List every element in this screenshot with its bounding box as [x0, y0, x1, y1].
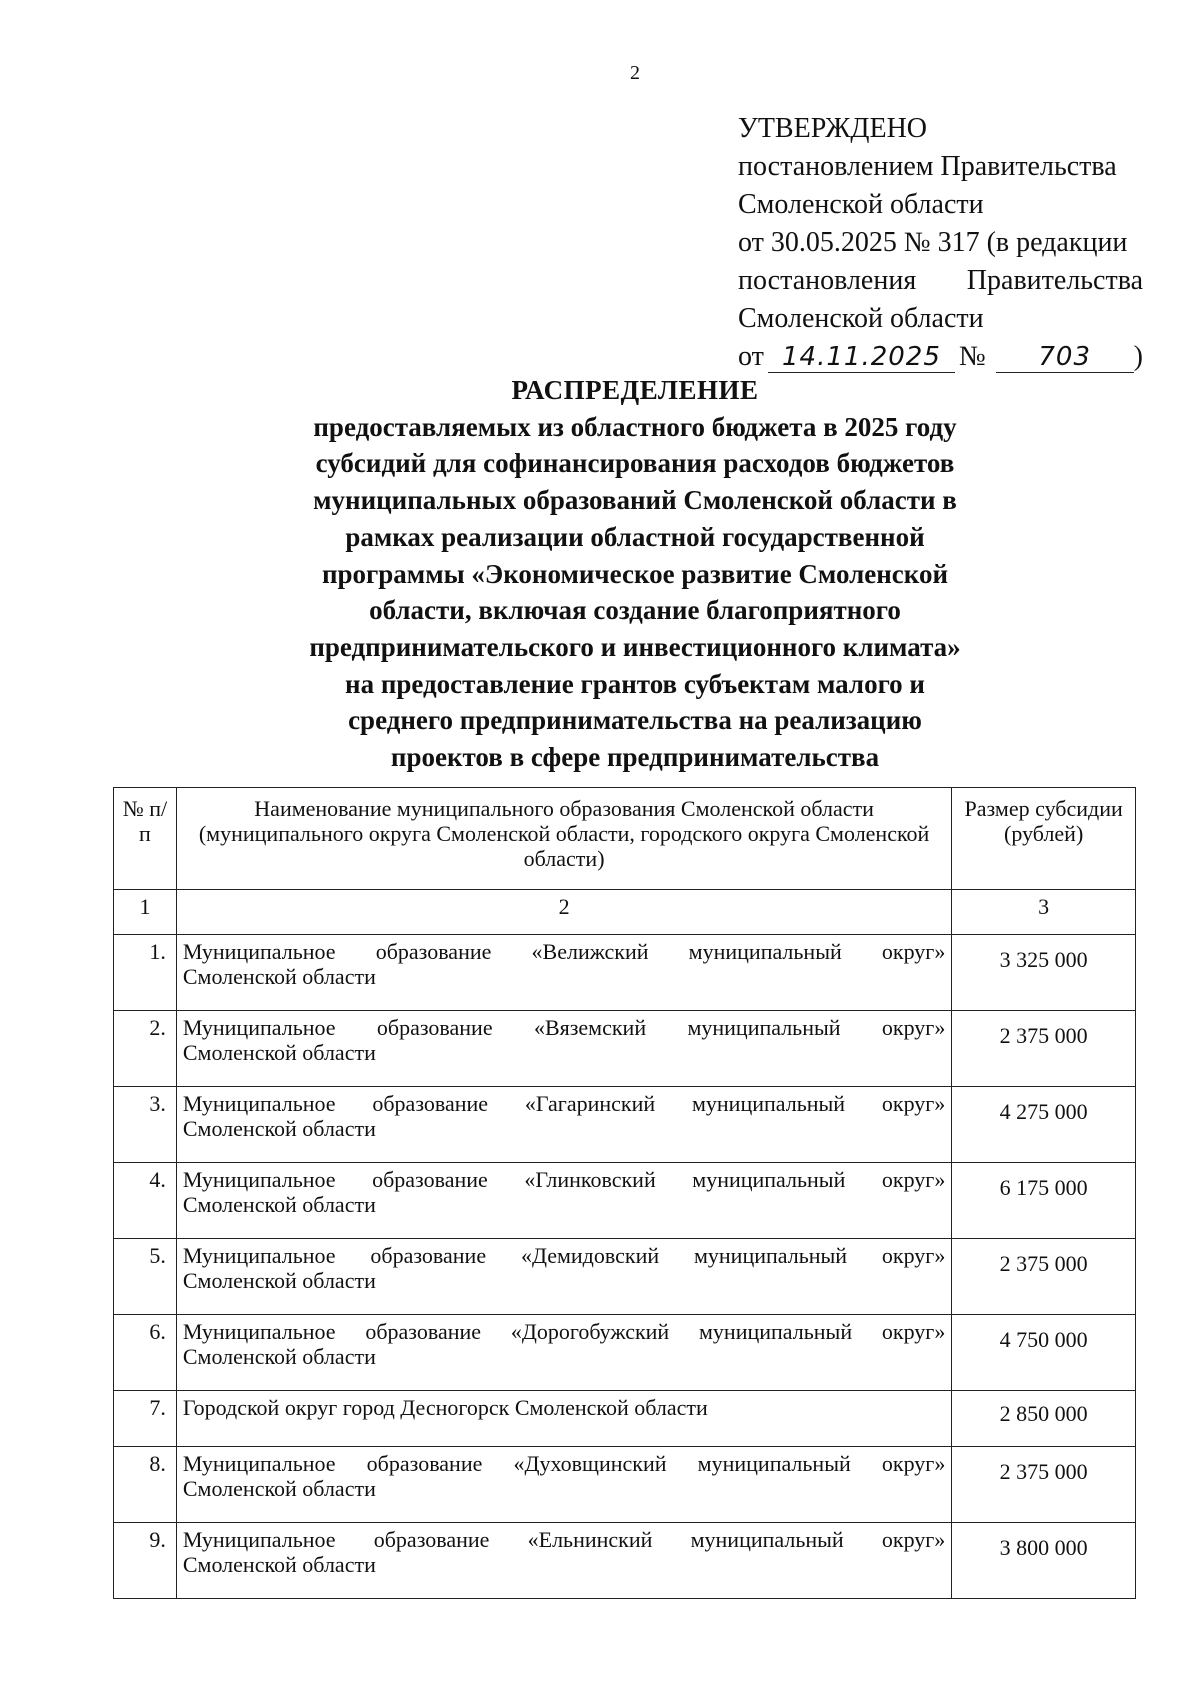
title-line: предпринимательского и инвестиционного климата» [309, 631, 961, 662]
column-index: 3 [952, 890, 1136, 935]
name-word: Муниципальное [182, 1527, 336, 1552]
title-line: на предоставление грантов субъектам малого и [345, 668, 925, 699]
handwritten-number: 703 [996, 342, 1134, 373]
name-word: «Дорогобужский [510, 1319, 670, 1344]
name-word: Муниципальное [182, 1243, 336, 1268]
name-word: образование [372, 1091, 489, 1116]
municipality-name [176, 1087, 951, 1163]
table-row [114, 1011, 1136, 1087]
municipality-name-line-1 [183, 1243, 945, 1268]
municipality-name-line-1 [183, 1167, 945, 1192]
subsidy-amount: 2 850 000 [952, 1391, 1136, 1447]
name-word: «Духовщинский [513, 1451, 667, 1476]
handwritten-date: 14.11.2025 [768, 342, 955, 373]
number-label: № [959, 341, 986, 372]
name-word: округ» [881, 1527, 946, 1552]
municipality-name [176, 1011, 951, 1087]
name-word: образование [375, 939, 492, 964]
municipality-name-line-2: Смоленской области [182, 1192, 376, 1217]
name-word: «Глинковский [524, 1167, 656, 1192]
municipality-name [176, 1315, 951, 1391]
approval-line-4-left: постановления [738, 265, 917, 296]
municipality-name-line-1 [183, 1015, 945, 1040]
name-word: округ» [881, 1243, 946, 1268]
document-title [200, 372, 1070, 776]
row-number: 2. [114, 1011, 177, 1087]
name-word: округ» [881, 1091, 946, 1116]
table-row [114, 935, 1136, 1011]
municipality-name [176, 935, 951, 1011]
municipality-name-line-2: Смоленской области [182, 1476, 376, 1501]
title-line: муниципальных образований Смоленской области в [313, 485, 957, 516]
from-label: от [738, 341, 764, 372]
title-line: субсидий для софинансирования расходов бюджетов [315, 448, 955, 479]
title-line: программы «Экономическое развитие Смоленской [321, 558, 949, 589]
name-word: «Велижский [531, 939, 649, 964]
municipality-name [176, 1447, 951, 1523]
row-number: 1. [114, 935, 177, 1011]
municipality-name [176, 1391, 951, 1447]
name-word: Муниципальное [182, 1451, 336, 1476]
table-row [114, 1523, 1136, 1599]
subsidy-amount: 6 175 000 [952, 1163, 1136, 1239]
name-word: муниципальный [699, 1319, 853, 1344]
name-word: «Ельнинский [527, 1527, 653, 1552]
closing-paren: ) [1133, 341, 1143, 372]
approval-stamp-block [738, 110, 1143, 376]
name-word: округ» [881, 1451, 946, 1476]
column-index: 2 [176, 890, 951, 935]
name-word: муниципальный [690, 1527, 844, 1552]
municipality-name-line-2: Смоленской области [182, 1344, 376, 1369]
title-heading: РАСПРЕДЕЛЕНИЕ [511, 375, 759, 405]
approval-signature-line [738, 338, 1143, 376]
municipality-name-line-2: Смоленской области [182, 1040, 376, 1065]
subsidy-amount: 4 750 000 [952, 1315, 1136, 1391]
table-row [114, 1163, 1136, 1239]
municipality-name [176, 1239, 951, 1315]
name-word: муниципальный [692, 1167, 846, 1192]
subsidy-amount: 2 375 000 [952, 1239, 1136, 1315]
municipality-name-line-1 [183, 1319, 945, 1344]
municipality-name-line-1 [183, 1527, 945, 1552]
name-word: Муниципальное [182, 1091, 336, 1116]
approval-line-3: от 30.05.2025 № 317 (в редакции [738, 227, 1128, 258]
title-line: проектов в сфере предпринимательства [390, 742, 880, 773]
subsidy-table [113, 787, 1136, 1599]
row-number: 5. [114, 1239, 177, 1315]
municipality-name-line-1 [183, 1091, 945, 1116]
name-word: образование [372, 1167, 488, 1192]
title-line: среднего предпринимательства на реализацию [348, 705, 922, 736]
name-word: округ» [881, 1319, 946, 1344]
municipality-name-text: Городской округ город Десногорск Смоленской области [182, 1395, 708, 1420]
table-row [114, 1447, 1136, 1523]
approval-heading: УТВЕРЖДЕНО [738, 113, 928, 144]
page-number: 2 [630, 62, 640, 84]
municipality-name [176, 1523, 951, 1599]
approval-line-1: постановлением Правительства [738, 151, 1117, 182]
row-number: 6. [114, 1315, 177, 1391]
municipality-name-line-2: Смоленской области [182, 1116, 376, 1141]
column-index: 1 [114, 890, 177, 935]
approval-line-5: Смоленской области [738, 303, 984, 334]
name-word: округ» [881, 1167, 946, 1192]
municipality-name-line-1 [183, 1451, 945, 1476]
municipality-name [176, 1163, 951, 1239]
name-word: образование [366, 1451, 483, 1476]
name-word: муниципальный [691, 1091, 846, 1116]
approval-line-2: Смоленской области [738, 189, 984, 220]
name-word: «Гагаринский [524, 1091, 656, 1116]
title-line: предоставляемых из областного бюджета в 2025 году [313, 411, 957, 442]
name-word: округ» [881, 1015, 946, 1040]
row-number: 8. [114, 1447, 177, 1523]
name-word: муниципальный [688, 939, 842, 964]
subsidy-amount: 4 275 000 [952, 1087, 1136, 1163]
row-number: 3. [114, 1087, 177, 1163]
title-line: рамках реализации областной государственной [345, 521, 925, 552]
table-row [114, 1391, 1136, 1447]
table-row [114, 1315, 1136, 1391]
table-header-row [114, 788, 1136, 890]
municipality-name-line-2: Смоленской области [182, 1268, 376, 1293]
row-number: 7. [114, 1391, 177, 1447]
name-word: муниципальный [697, 1451, 851, 1476]
name-word: муниципальный [687, 1015, 841, 1040]
column-index-row [114, 890, 1136, 935]
row-number: 9. [114, 1523, 177, 1599]
subsidy-amount: 2 375 000 [952, 1011, 1136, 1087]
municipality-name-line-2: Смоленской области [182, 964, 376, 989]
approval-line-4-right: Правительства [966, 265, 1143, 296]
municipality-name-line-1 [183, 939, 945, 964]
name-word: образование [376, 1015, 493, 1040]
table-row [114, 1087, 1136, 1163]
name-word: «Демидовский [520, 1243, 660, 1268]
municipality-name-line-2: Смоленской области [182, 1552, 376, 1577]
approval-line-4 [738, 262, 1143, 300]
name-word: образование [370, 1243, 487, 1268]
header-amount: Размер субсидии (рублей) [952, 788, 1136, 890]
name-word: Муниципальное [182, 1319, 336, 1344]
name-word: образование [373, 1527, 490, 1552]
header-name: Наименование муниципального образования Смоленской области (муниципального округа Смоленской области, городского округа Смоленской области) [176, 788, 951, 890]
name-word: образование [365, 1319, 482, 1344]
header-number: № п/п [114, 788, 177, 890]
name-word: Муниципальное [182, 1015, 336, 1040]
name-word: округ» [881, 939, 946, 964]
subsidy-amount: 3 325 000 [952, 935, 1136, 1011]
name-word: «Вяземский [533, 1015, 647, 1040]
name-word: Муниципальное [182, 1167, 336, 1192]
name-word: Муниципальное [182, 939, 336, 964]
subsidy-amount: 3 800 000 [952, 1523, 1136, 1599]
subsidy-amount: 2 375 000 [952, 1447, 1136, 1523]
title-line: области, включая создание благоприятного [369, 595, 901, 626]
table-row [114, 1239, 1136, 1315]
name-word: муниципальный [693, 1243, 848, 1268]
row-number: 4. [114, 1163, 177, 1239]
